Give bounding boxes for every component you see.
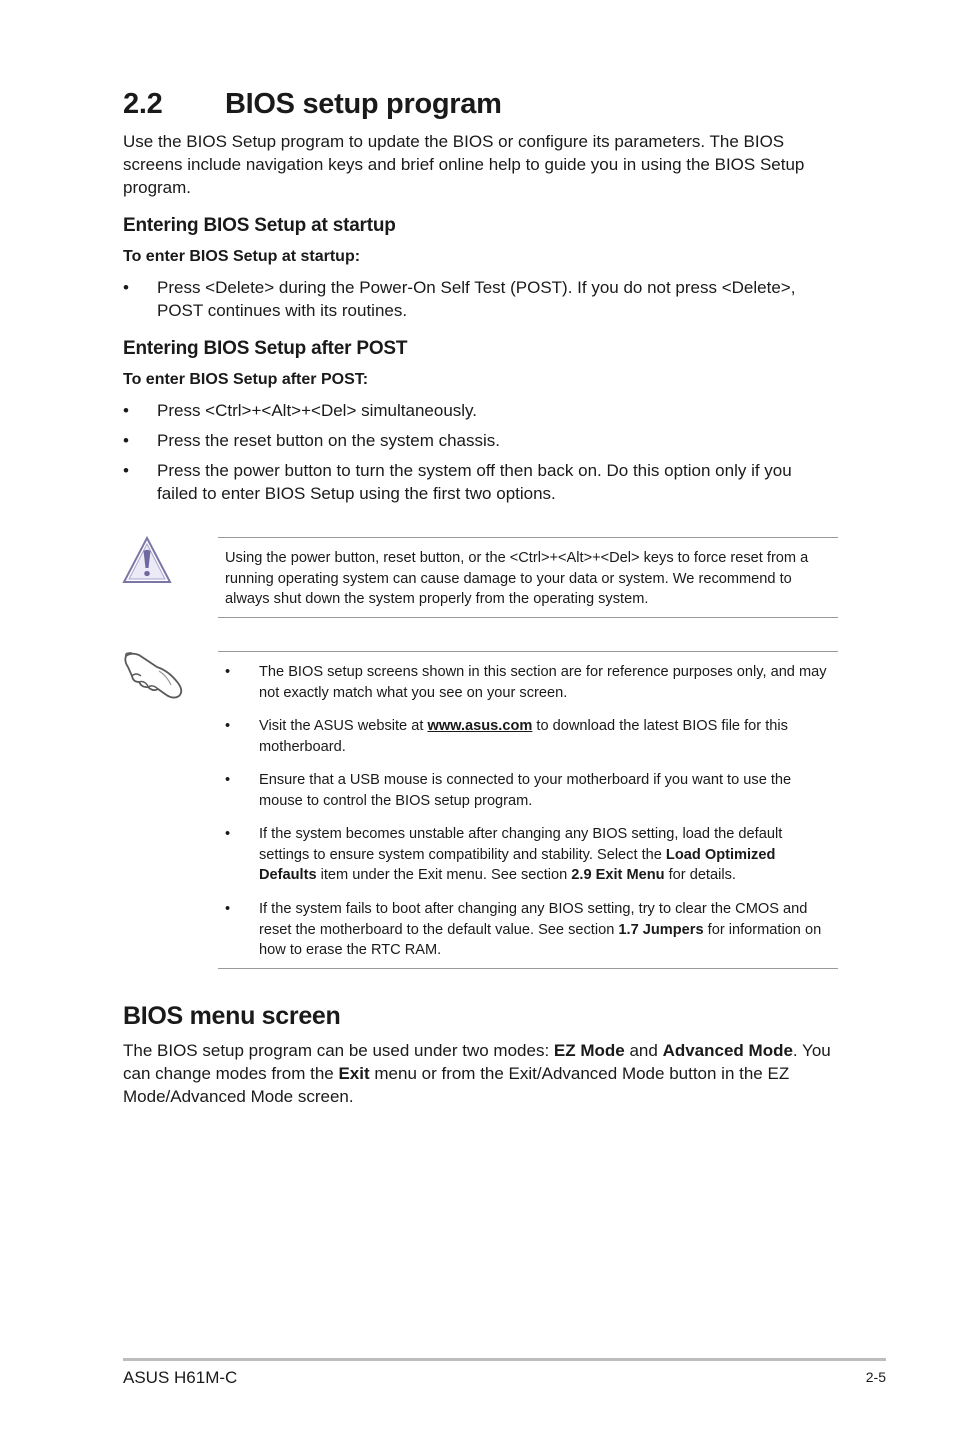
list-item	[225, 662, 835, 703]
after-post-subheading: To enter BIOS Setup after POST:	[123, 371, 369, 388]
note-text: The BIOS setup screens shown in this section are for reference purposes only, and may not exactly match what you see on your screen.	[259, 664, 827, 701]
list-item	[123, 399, 823, 422]
paragraph-emphasis: Advanced Mode	[662, 1041, 793, 1060]
section-heading	[123, 88, 502, 121]
divider	[218, 617, 838, 618]
footer-product-name: ASUS H61M-C	[123, 1368, 238, 1387]
list-item	[225, 824, 835, 886]
note-text-part: Visit the ASUS website at	[259, 718, 428, 734]
bullet: •	[123, 461, 129, 480]
bullet: •	[225, 718, 231, 734]
note-text	[259, 899, 835, 961]
divider	[218, 537, 838, 538]
bullet: •	[225, 901, 231, 917]
asus-website-link[interactable]: www.asus.com	[427, 718, 533, 734]
list-item-text: Press <Delete> during the Power-On Self Test (POST). If you do not press <Delete>, POST continues with its routines.	[157, 278, 796, 320]
page-number: 2-5	[865, 1369, 886, 1385]
bullet: •	[123, 401, 129, 420]
bullet: •	[123, 278, 129, 297]
note-text-part: to download the latest BIOS file for this motherboard.	[259, 718, 788, 755]
note-text-part: If the system fails to boot after changing any BIOS setting, try to clear the CMOS and reset the motherboard to the default value. See section	[259, 901, 808, 938]
list-item-text: Press the power button to turn the system off then back on. Do this option only if you failed to enter BIOS Setup using the first two options.	[157, 461, 792, 503]
paragraph-part: . You can change modes from the	[123, 1041, 831, 1083]
divider	[218, 651, 838, 652]
intro-paragraph: Use the BIOS Setup program to update the BIOS or configure its parameters. The BIOS screens include navigation keys and brief online help to guide you in using the BIOS Setup program.	[123, 132, 805, 197]
list-item	[123, 429, 823, 452]
note-text-part: item under the Exit menu. See section	[316, 867, 572, 883]
warning-text: Using the power button, reset button, or the <Ctrl>+<Alt>+<Del> keys to force reset from a running operating system can cause damage to your data or system. We recommend to always shut down the system properly from the operating system.	[225, 550, 809, 607]
note-text-emphasis: 1.7 Jumpers	[618, 921, 704, 938]
note-text-part: If the system becomes unstable after changing any BIOS setting, load the default settings to ensure system compatibility and stability. Select the	[259, 826, 783, 863]
bullet: •	[225, 664, 231, 680]
startup-subheading: To enter BIOS Setup at startup:	[123, 248, 361, 265]
footer-rule	[123, 1358, 886, 1361]
paragraph-emphasis: EZ Mode	[553, 1041, 625, 1060]
list-item	[123, 459, 823, 505]
list-item	[123, 276, 823, 322]
note-text-emphasis: 2.9 Exit Menu	[571, 867, 665, 883]
divider	[218, 968, 838, 969]
paragraph-emphasis: Exit	[338, 1064, 370, 1083]
after-post-heading: Entering BIOS Setup after POST	[123, 338, 408, 359]
bullet: •	[225, 772, 231, 788]
menu-screen-paragraph	[123, 1039, 843, 1108]
note-text-emphasis: Load Optimized Defaults	[259, 846, 776, 883]
paragraph-part: and	[624, 1041, 663, 1060]
list-item-text: Press the reset button on the system chassis.	[157, 431, 500, 450]
section-title: BIOS setup program	[225, 88, 502, 120]
startup-heading: Entering BIOS Setup at startup	[123, 215, 396, 236]
note-text	[259, 824, 835, 886]
note-text	[259, 716, 835, 757]
note-text: Ensure that a USB mouse is connected to your motherboard if you want to use the mouse to control the BIOS setup program.	[259, 772, 792, 809]
warning-triangle-icon	[121, 534, 173, 586]
paragraph-part: The BIOS setup program can be used under two modes:	[123, 1041, 554, 1060]
list-item	[225, 770, 835, 811]
note-text-part: for details.	[664, 867, 736, 883]
note-text-part: for information on how to erase the RTC RAM.	[259, 921, 822, 958]
menu-screen-heading: BIOS menu screen	[123, 1002, 341, 1030]
list-item	[225, 716, 835, 757]
paragraph-part: menu or from the Exit/Advanced Mode button in the EZ Mode/Advanced Mode screen.	[123, 1064, 790, 1106]
section-number: 2.2	[123, 88, 163, 120]
list-item	[225, 899, 835, 961]
bullet: •	[225, 826, 231, 842]
bullet: •	[123, 431, 129, 450]
pointing-hand-icon	[123, 650, 187, 700]
list-item-text: Press <Ctrl>+<Alt>+<Del> simultaneously.	[157, 401, 478, 420]
